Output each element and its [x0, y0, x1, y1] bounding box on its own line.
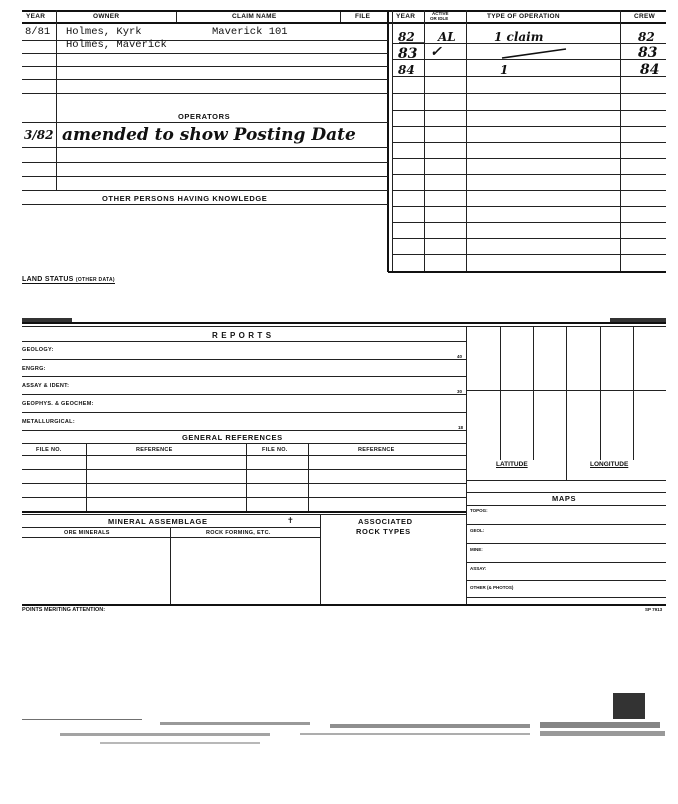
report-metallurgical-num: 18 [458, 425, 464, 430]
general-refs-reference: REFERENCE [136, 447, 173, 453]
maps-title: MAPS [552, 494, 577, 503]
header-claim-name: CLAIM NAME [232, 13, 277, 20]
activity-year-82: 82 [398, 30, 415, 44]
land-status-heading [22, 276, 115, 284]
maps-geol: GEOL: [470, 528, 485, 533]
owner-row-year: 8/81 [25, 26, 51, 38]
scan-streak-4 [540, 722, 660, 728]
mineral-ore: ORE MINERALS [64, 530, 110, 536]
general-refs-file-no: FILE NO. [36, 447, 62, 453]
header-year: YEAR [26, 13, 46, 20]
header-file: FILE [355, 13, 371, 20]
latitude-label: LATITUDE [496, 461, 528, 468]
owner-row-name: Holmes, Kyrk [66, 26, 142, 38]
header-active-bottom: OR IDLE [430, 16, 449, 21]
associated-rock-types-bottom: ROCK TYPES [356, 527, 411, 536]
reports-title: R E P O R T S [212, 331, 272, 340]
scan-mark-block [613, 693, 645, 719]
owner-row-name-2: Holmes, Maverick [66, 39, 167, 51]
activity-active-83: ✓ [430, 44, 442, 60]
report-geology: GEOLOGY: [22, 347, 54, 353]
form-number: SP 7913 [645, 607, 663, 612]
general-refs-file-no-2: FILE NO. [262, 447, 288, 453]
scan-streak-8 [100, 742, 260, 744]
activity-year-84: 84 [398, 63, 415, 77]
activity-crew-82: 82 [638, 30, 655, 44]
ditto-stroke-icon [500, 46, 570, 60]
report-metallurgical: METALLURGICAL: [22, 419, 75, 425]
land-status-sub: (OTHER DATA) [75, 277, 115, 283]
cross-mark-icon: ✝ [287, 516, 294, 525]
maps-mine: MINE: [470, 547, 483, 552]
report-engrg: ENGRG: [22, 366, 46, 372]
scan-streak-3 [330, 724, 530, 728]
scan-streak-7 [540, 731, 665, 736]
general-refs-reference-2: REFERENCE [358, 447, 395, 453]
activity-operation-82: 1 claim [494, 30, 544, 44]
activity-year-83: 83 [398, 46, 418, 62]
maps-assay: ASSAY: [470, 566, 487, 571]
other-persons-title: OTHER PERSONS HAVING KNOWLEDGE [102, 194, 268, 203]
report-assay: ASSAY & IDENT: [22, 383, 70, 389]
activity-active-82: AL [438, 30, 456, 44]
general-references-title: GENERAL REFERENCES [182, 433, 283, 442]
scan-streak-2 [160, 722, 310, 725]
report-geology-num: 40 [457, 354, 463, 359]
header-active-top: ACTIVE [432, 11, 449, 16]
report-assay-num: 30 [457, 389, 463, 394]
operators-note-date: 3/82 [24, 128, 54, 142]
activity-crew-83: 83 [638, 45, 658, 61]
activity-crew-84: 84 [640, 62, 660, 78]
header-type-of-operation: TYPE OF OPERATION [487, 13, 560, 20]
activity-operation-84: 1 [500, 63, 509, 77]
land-status-title: LAND STATUS [22, 276, 74, 283]
longitude-label: LONGITUDE [590, 461, 629, 468]
report-geophys: GEOPHYS. & GEOCHEM: [22, 401, 94, 407]
owner-row-claim: Maverick 101 [212, 26, 288, 38]
header-owner: OWNER [93, 13, 120, 20]
scan-streak-6 [300, 733, 530, 735]
header-year-2: YEAR [396, 13, 416, 20]
mineral-rock: ROCK FORMING, ETC. [206, 530, 271, 536]
associated-rock-types-top: ASSOCIATED [358, 517, 413, 526]
operators-note-text: amended to show Posting Date [62, 125, 356, 145]
scan-streak-1 [22, 719, 142, 720]
underline-stroke-icon [398, 40, 428, 46]
points-meriting-attention: POINTS MERITING ATTENTION: [22, 607, 106, 613]
maps-topog: TOPOG: [470, 508, 488, 513]
mineral-assemblage-title: MINERAL ASSEMBLAGE [108, 517, 208, 526]
operators-title: OPERATORS [178, 112, 231, 121]
header-crew: CREW [634, 13, 656, 20]
maps-other: OTHER (& PHOTOS) [470, 585, 514, 590]
scan-streak-5 [60, 733, 270, 736]
